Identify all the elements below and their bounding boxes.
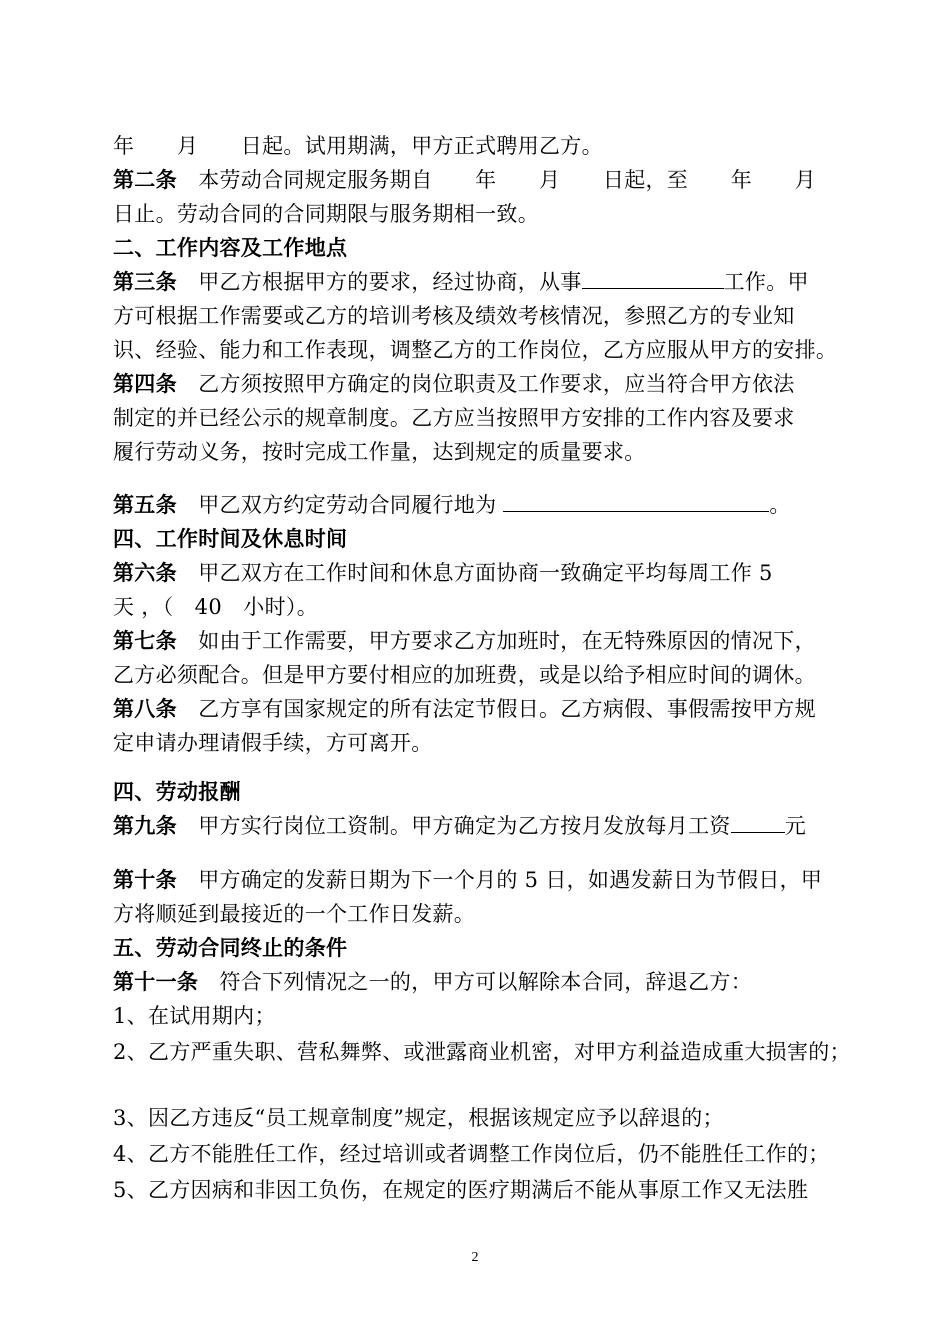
article-label: 第二条	[113, 168, 177, 192]
article-10: 第十条 甲方确定的发薪日期为下一个月的 5 日，如遇发薪日为节假日，甲	[113, 868, 823, 892]
article-2: 第二条 本劳动合同规定服务期自 年 月 日起，至 年 月	[113, 168, 816, 192]
section-heading: 二、工作内容及工作地点	[113, 236, 348, 260]
list-item: 4、乙方不能胜任工作，经过培训或者调整工作岗位后，仍不能胜任工作的；	[113, 1142, 830, 1166]
article-label: 第七条	[113, 629, 177, 653]
article-label: 第十一条	[113, 970, 199, 994]
fill-in-blank[interactable]	[582, 266, 724, 289]
list-item: 2、乙方严重失职、营私舞弊、或泄露商业机密，对甲方利益造成重大损害的；	[113, 1040, 851, 1064]
text-line: 乙方必须配合。但是甲方要付相应的加班费，或是以给予相应时间的调休。	[113, 663, 816, 687]
text-line: 年 月 日起。试用期满，甲方正式聘用乙方。	[113, 134, 603, 158]
list-item: 3、因乙方违反“员工规章制度”规定，根据该规定应予以辞退的；	[113, 1106, 724, 1130]
text-line: 定申请办理请假手续，方可离开。	[113, 731, 433, 755]
section-heading: 五、劳动合同终止的条件	[113, 936, 348, 960]
article-7: 第七条 如由于工作需要，甲方要求乙方加班时，在无特殊原因的情况下，	[113, 629, 816, 653]
article-label: 第三条	[113, 270, 177, 294]
article-8: 第八条 乙方享有国家规定的所有法定节假日。乙方病假、事假需按甲方规	[113, 697, 816, 721]
text-line: 方可根据工作需要或乙方的培训考核及绩效考核情况，参照乙方的专业知	[113, 304, 795, 328]
text-line: 方将顺延到最接近的一个工作日发薪。	[113, 902, 476, 926]
article-11: 第十一条 符合下列情况之一的，甲方可以解除本合同，辞退乙方：	[113, 970, 753, 994]
section-heading: 四、劳动报酬	[113, 780, 241, 804]
article-6: 第六条 甲乙双方在工作时间和休息方面协商一致确定平均每周工作 5	[113, 561, 773, 585]
list-item: 1、在试用期内；	[113, 1004, 276, 1028]
text-line: 日止。劳动合同的合同期限与服务期相一致。	[113, 202, 539, 226]
text-line: 天 ，（ 40 小时）。	[113, 595, 318, 619]
section-heading: 四、工作时间及休息时间	[113, 527, 348, 551]
article-3: 第三条 甲乙方根据甲方的要求，经过协商，从事 工作。甲	[113, 265, 838, 299]
article-4: 第四条 乙方须按照甲方确定的岗位职责及工作要求，应当符合甲方依法	[113, 372, 795, 396]
fill-in-blank[interactable]	[503, 489, 769, 512]
text-line: 履行劳动义务，按时完成工作量，达到规定的质量要求。	[113, 440, 646, 464]
article-label: 第六条	[113, 561, 177, 585]
article-label: 第十条	[113, 868, 177, 892]
text-line: 识、经验、能力和工作表现，调整乙方的工作岗位，乙方应服从甲方的安排。	[113, 338, 838, 362]
fill-in-blank[interactable]	[731, 810, 785, 833]
article-label: 第九条	[113, 814, 177, 838]
page-number: 2	[471, 1250, 479, 1265]
article-5: 第五条 甲乙双方约定劳动合同履行地为 。	[113, 488, 838, 522]
text-line: 制定的并已经公示的规章制度。乙方应当按照甲方安排的工作内容及要求	[113, 406, 795, 430]
article-label: 第八条	[113, 697, 177, 721]
list-item: 5、乙方因病和非因工负伤，在规定的医疗期满后不能从事原工作又无法胜	[113, 1178, 809, 1202]
article-9: 第九条 甲方实行岗位工资制。甲方确定为乙方按月发放每月工资 元	[113, 809, 838, 843]
article-label: 第四条	[113, 372, 177, 396]
article-label: 第五条	[113, 493, 177, 517]
